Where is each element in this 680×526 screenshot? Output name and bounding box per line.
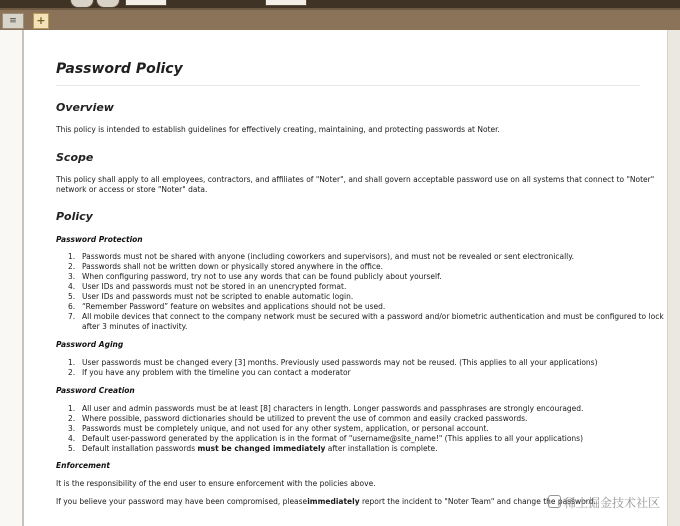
list-item: 1. Passwords must not be shared with anyone (including coworkers and supervisors), and must not be revealed or sent electronically. [68, 252, 575, 261]
password-creation-heading: Password Creation [56, 386, 135, 395]
menu-icon: ≡ [9, 16, 17, 26]
zoom-field[interactable] [265, 0, 307, 6]
list-item: 2. If you have any problem with the timeline you can contact a moderator [68, 368, 351, 377]
tab-list-menu-button[interactable] [2, 13, 24, 29]
list-item: 4. Default user-password generated by the application is in the format of "username@site_name!" (This applies to all your applications) [68, 434, 584, 443]
policy-heading: Policy [56, 210, 93, 223]
plus-icon: + [36, 14, 46, 27]
new-tab-button[interactable] [33, 13, 49, 29]
page-number-field[interactable] [125, 0, 167, 6]
protection-list [56, 252, 664, 332]
overview-heading: Overview [56, 101, 114, 114]
list-item: 2. Passwords shall not be written down or physically stored anywhere in the office. [68, 262, 384, 271]
list-item: 3. Passwords must be completely unique, and not used for any other system, application, or personal account. [68, 424, 489, 433]
list-item: 6. “Remember Password” feature on websites and applications should not be used. [68, 302, 386, 311]
watermark-logo-icon [548, 495, 561, 508]
list-item: 2. Where possible, password dictionaries should be utilized to prevent the use of common and easily cracked passwords. [68, 414, 528, 423]
creation-list [56, 404, 640, 454]
scope-heading: Scope [56, 151, 94, 164]
scope-text-line2: network or access or store "Noter" data. [56, 185, 208, 194]
list-item: 5. User IDs and passwords must not be scripted to enable automatic login. [68, 292, 354, 301]
left-gutter [0, 30, 24, 526]
compromise-instructions: If you believe your password may have been compromised, pleaseimmediately report the incident to "Noter Team" and change the password. [56, 497, 596, 506]
watermark: 稀土掘金技术社区 [548, 494, 660, 511]
list-item: 5. Default installation passwords must be changed immediately after installation is complete. [68, 444, 438, 453]
list-item: 3. When configuring password, try not to use any words that can be found publicly about yourself. [68, 272, 442, 281]
document-page [24, 30, 667, 526]
list-item: 1. All user and admin passwords must be at least [8] characters in length. Longer passwords and passphrases are strongly encouraged. [68, 404, 584, 413]
enforcement-text: It is the responsibility of the end user to ensure enforcement with the policies above. [56, 479, 376, 488]
page-title: Password Policy [56, 61, 183, 77]
password-protection-heading: Password Protection [56, 235, 143, 244]
enforcement-heading: Enforcement [56, 461, 110, 470]
password-aging-heading: Password Aging [56, 340, 124, 349]
scope-text-line1: This policy shall apply to all employees, contractors, and affiliates of "Noter", and shall govern acceptable password use on all systems that connect to "Noter" [56, 175, 655, 184]
list-item: 1. User passwords must be changed every [3] months. Previously used passwords may not be reused. (This applies to all your applications) [68, 358, 598, 367]
list-item: 4. User IDs and passwords must not be stored in an unencrypted format. [68, 282, 347, 291]
browser-chrome [0, 0, 680, 30]
title-divider [56, 85, 640, 86]
list-item: 7. All mobile devices that connect to the company network must be secured with a password and/or biometric authentication and must be configured to lock after 3 minutes of inactivity. [68, 312, 664, 331]
aging-list [56, 358, 640, 378]
overview-text: This policy is intended to establish guidelines for effectively creating, maintaining, and protecting passwords at Noter. [56, 125, 500, 134]
right-gutter [667, 30, 680, 526]
